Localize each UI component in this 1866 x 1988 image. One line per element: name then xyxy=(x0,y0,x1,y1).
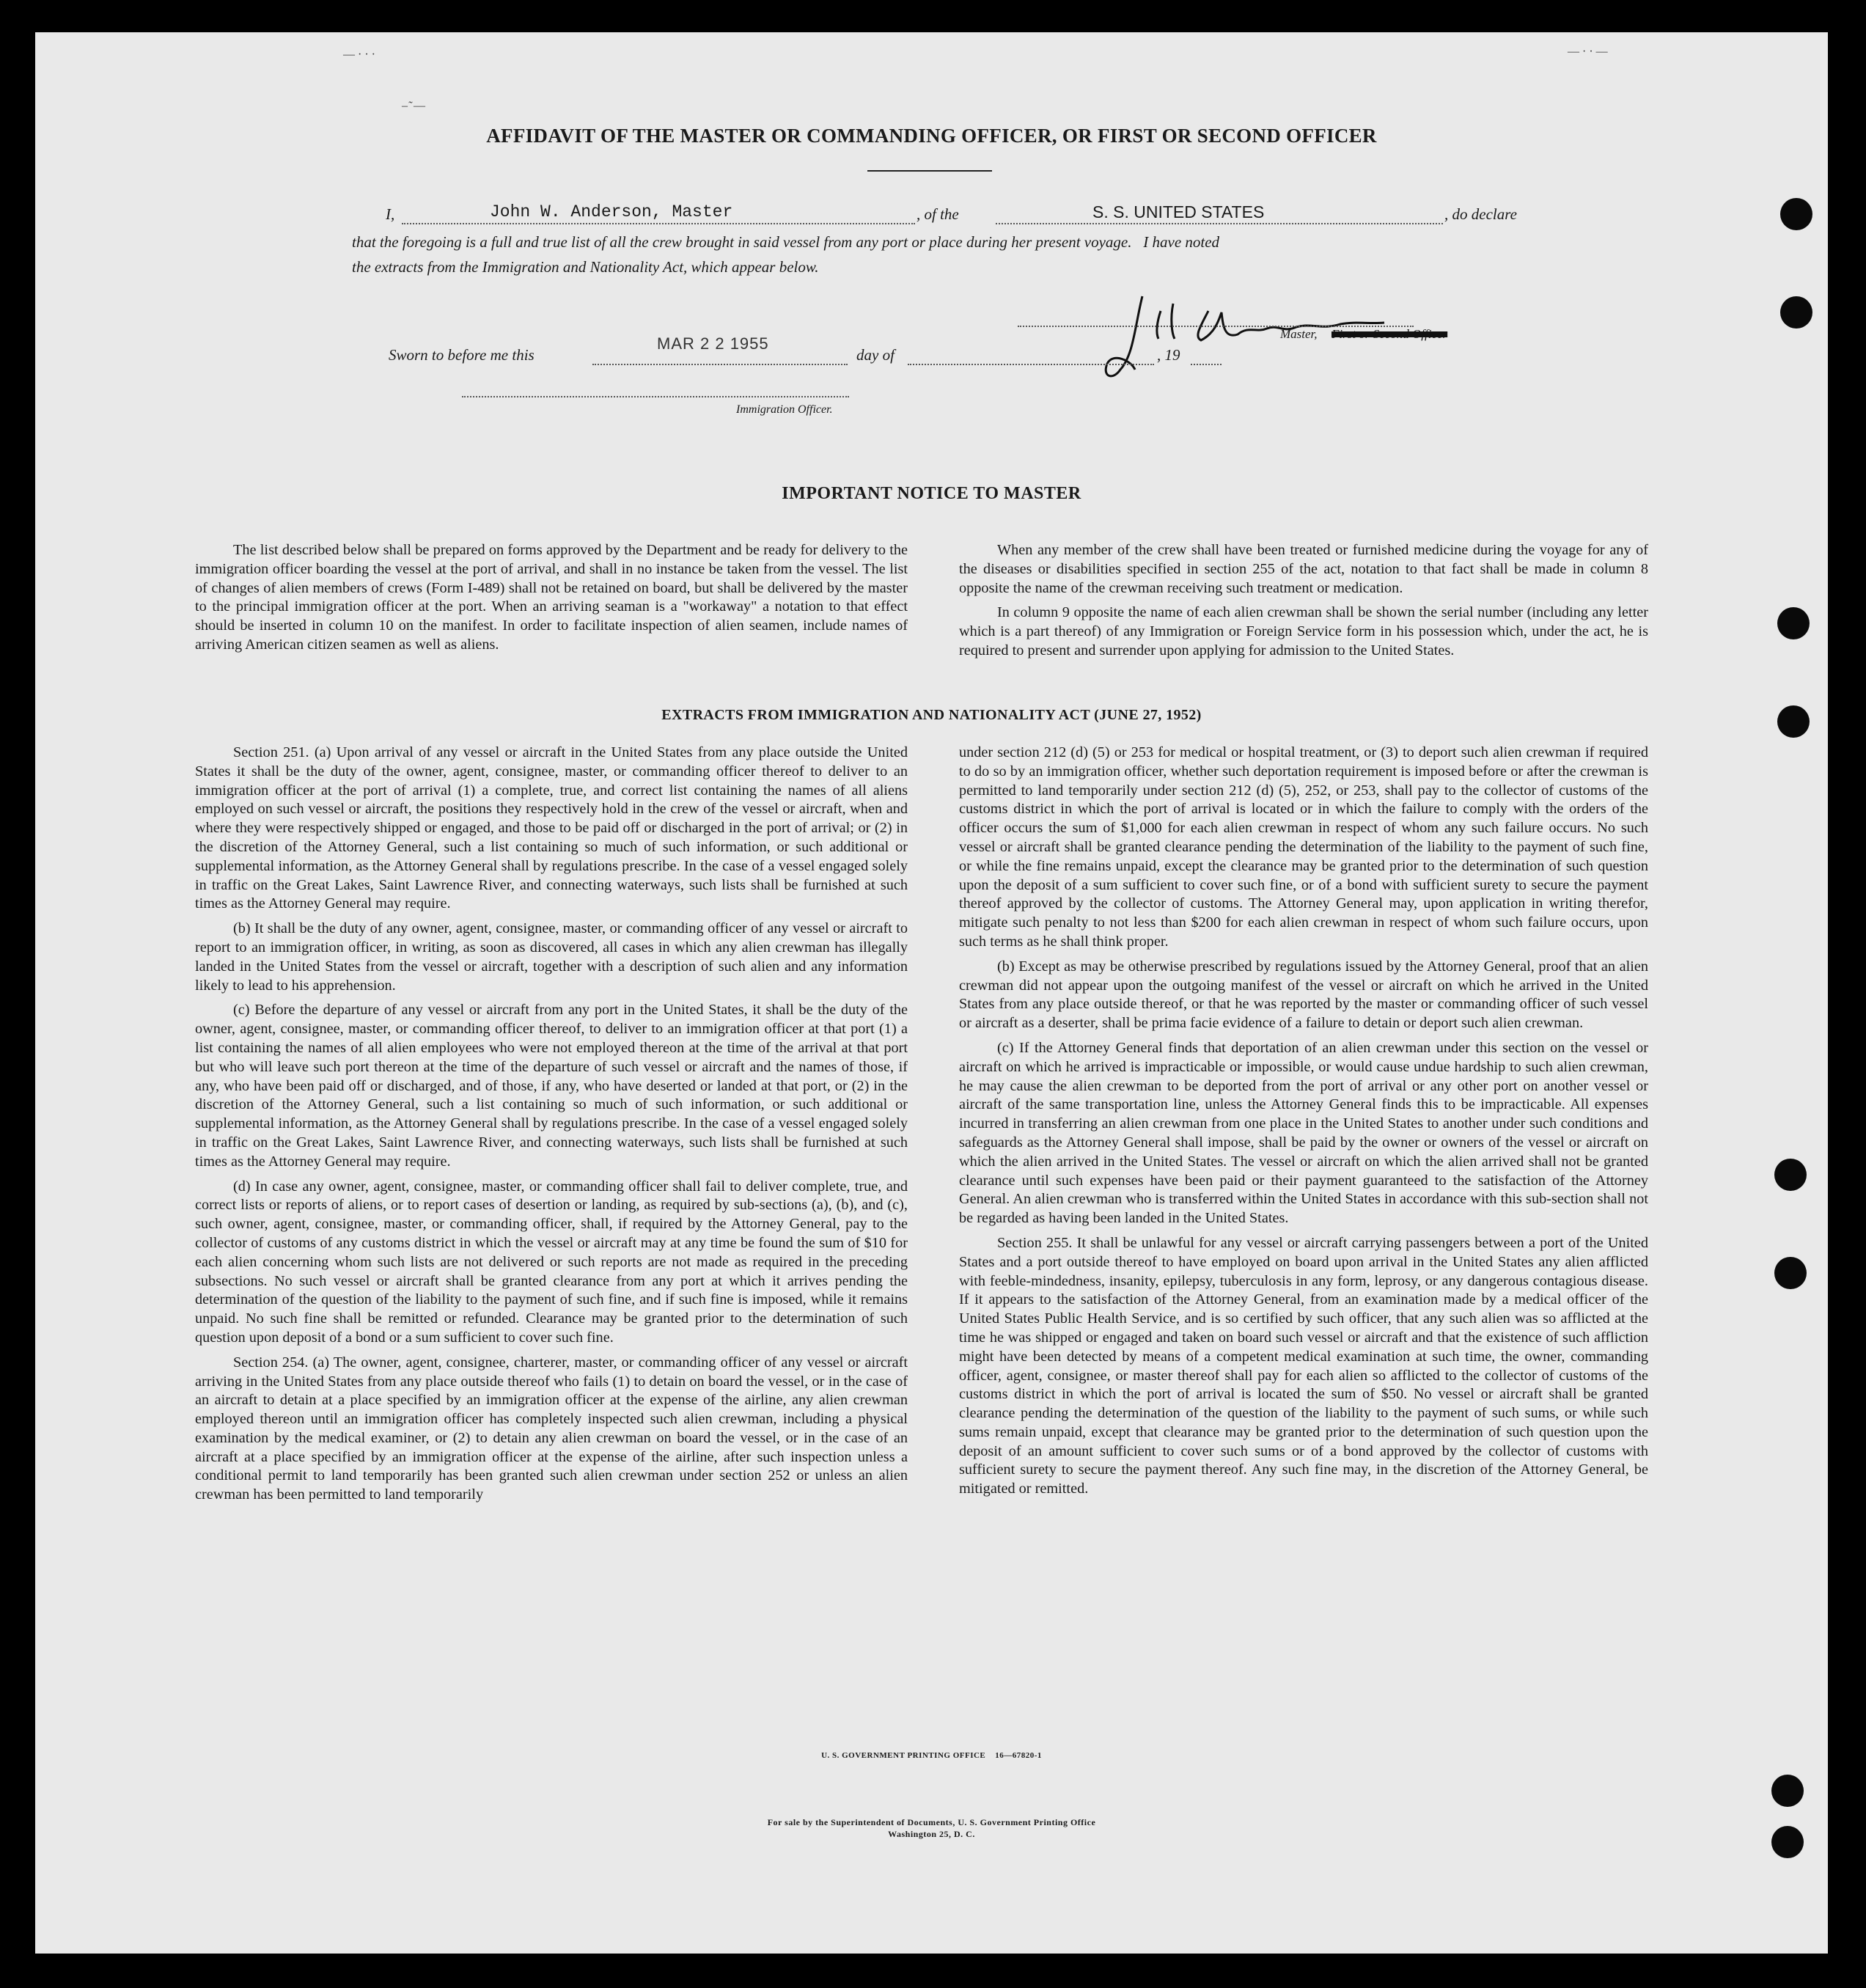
sale-notice-line-1: For sale by the Superintendent of Documents, U. S. Government Printing Office xyxy=(767,1817,1096,1827)
title-rule xyxy=(867,170,992,172)
notice-paragraph: The list described below shall be prepared on forms approved by the Department and be ready for delivery to the immigration officer boarding the vessel at the port of arrival, and shall in no instance be taken from the vessel. The list of changes of alien members of crews (Form I-489) shall not be retained on board, but shall be delivered by the master to the principal immigration officer at the port. When an arriving seaman is a "workaway" a notation to that effect should be inserted in column 10 on the manifest. In order to facilitate inspection of alien seamen, include names of arriving American citizen seamen as well as aliens. xyxy=(195,542,908,653)
month-line xyxy=(908,364,1154,365)
punch-hole xyxy=(1771,1775,1804,1807)
extract-paragraph: (c) If the Attorney General finds that deportation of an alien crewman under this section on the vessel or aircraft on which he arrived is impracticable or impossible, or would cause undue hardship to such alien crewman, he may cause the alien crewman to be deported from the port of arrival or any other port on another vessel or aircraft of the same transportation line, unless the Attorney General finds this to be impracticable. All expenses incurred in transferring an alien crewman from one place in the United States to another under such conditions and safeguards as the Attorney General shall impose, shall be paid by the owner or owners of the vessel or aircraft on which the alien arrived in the United States. The vessel or aircraft on which the alien arrived shall not be granted clearance until such expenses have been paid or their payment guaranteed to the satisfaction of the Attorney General. An alien crewman who is transferred within the United States in accordance with this sub-section shall not be regarded as having been landed in the United States. xyxy=(959,1039,1648,1227)
extract-paragraph: (d) In case any owner, agent, consignee, master, or commanding officer shall fail to deliver complete, true, and correct lists or reports of aliens, or to report cases of desertion or landing, as required by sub-sections (a), (b), and (c), such owner, agent, consignee, master, or commanding officer, shall, if required by the Attorney General, pay to the collector of customs of any customs district in which the vessel or aircraft may at any time be found the sum of $10 for each alien concerning whom such lists are not delivered or such reports are not made as required in the preceding subsections. No such vessel or aircraft shall be granted clearance from any port at which it arrives pending the determination of the question of the liability to the payment of such fine, and if such fine is imposed, while it remains unpaid. No such fine shall be remitted or refunded. Clearance may be granted prior to the determination of such question upon deposit of a bond or a sum sufficient to cover such fine. xyxy=(195,1178,908,1346)
extract-paragraph: Section 255. It shall be unlawful for any vessel or aircraft carrying passengers between a port of the United States and a port outside thereof to have employed on board upon arrival in the United States any alien afflicted with feeble-mindedness, insanity, epilepsy, tuberculosis in any form, leprosy, or any dangerous contagious disease. If it appears to the satisfaction of the Attorney General, from an examination made by a medical officer of the United States Public Health Service, and is so certified by such officer, that any such alien was so afflicted at the time he was shipped or engaged and taken on board such vessel or aircraft and that the existence of such affliction might have been detected by means of a competent medical examination at such time, the owner, commanding officer, agent, consignee, or master thereof shall pay for each alien so afflicted to the collector of customs of the customs district in which the port of arrival is located the sum of $50. No vessel or aircraft shall be granted clearance pending the determination of the question of the liability to the payment of such sums, or while such sums remain unpaid, except that clearance may be granted prior to the determination of such question upon the deposit of an amount sufficient to cover such sums or of a bond approved by the collector of customs with sufficient surety to secure the payment thereof. Any such fine may, in the discretion of the Attorney General, be mitigated or remitted. xyxy=(959,1234,1648,1497)
notice-heading: IMPORTANT NOTICE TO MASTER xyxy=(782,484,1081,503)
extracts-right-column xyxy=(959,744,1648,1505)
master-name: John W. Anderson, Master xyxy=(490,202,733,221)
extract-paragraph: (b) It shall be the duty of any owner, agent, consignee, master, or commanding officer of any vessel or aircraft to report to an immigration officer, in writing, as soon as discovered, all cases in which any alien crewman has illegally landed in the United States from the vessel or aircraft, together with a description of such alien and any information likely to lead to his apprehension. xyxy=(195,920,908,994)
punch-hole xyxy=(1774,1257,1807,1289)
extract-paragraph: (b) Except as may be otherwise prescribed by regulations issued by the Attorney General, proof that an alien crewman did not appear upon the outgoing manifest of the vessel or aircraft on which he arrived in the United States from any place outside thereof, or that he was reported by the master or commanding officer of such vessel or aircraft as a deserter, shall be prima facie evidence of a failure to detain or deport such alien crewman. xyxy=(959,958,1648,1032)
vessel-name: S. S. UNITED STATES xyxy=(1092,202,1265,221)
punch-hole xyxy=(1777,607,1810,639)
statement-line-1: that the foregoing is a full and true list of all the crew brought in said vessel from any port or place during her present voyage. I have noted xyxy=(352,233,1220,251)
date-stamp: MAR 2 2 1955 xyxy=(657,334,769,353)
officer-label: Immigration Officer. xyxy=(736,403,833,416)
do-declare-label: , do declare xyxy=(1444,205,1517,223)
notice-paragraph: When any member of the crew shall have been treated or furnished medicine during the voyage for any of the diseases or disabilities specified in section 255 of the act, notation to that fact shall be made in column 8 opposite the name of the crewman receiving such treatment or medication. xyxy=(959,542,1648,596)
gpo-imprint: U. S. GOVERNMENT PRINTING OFFICE 16—67820-1 xyxy=(821,1751,1042,1760)
sworn-label: Sworn to before me this xyxy=(389,346,535,364)
master-title: Master, xyxy=(1280,327,1318,341)
scan-mark: — · · — xyxy=(1568,45,1608,58)
struck-officer-title: First or Second Officer xyxy=(1331,327,1448,341)
year-label: , 19 xyxy=(1157,346,1180,364)
extracts-left-column xyxy=(195,744,908,1511)
punch-hole xyxy=(1774,1159,1807,1191)
officer-line xyxy=(462,396,849,397)
name-line xyxy=(402,223,915,224)
vessel-line xyxy=(996,223,1443,224)
scan-mark: ‒ ͂ — xyxy=(402,100,425,112)
i-label: I, xyxy=(386,205,395,223)
affidavit-title: AFFIDAVIT OF THE MASTER OR COMMANDING OFFICER, OR FIRST OR SECOND OFFICER xyxy=(486,125,1377,147)
day-of-label: day of xyxy=(856,346,895,364)
punch-hole xyxy=(1780,198,1812,230)
document-page xyxy=(35,32,1828,1954)
extract-paragraph: under section 212 (d) (5) or 253 for medical or hospital treatment, or (3) to deport such alien crewman if required to do so by an immigration officer, whether such deportation requirement is imposed before or after the crewman is permitted to land temporarily under section 212 (d) (5), 252, or 253, shall pay to the collector of customs of the customs district in which the port of arrival is located or in which the failure to comply with the orders of the officer occurs the sum of $1,000 for each alien crewman in respect of whom any such failure occurs. No such vessel or aircraft shall be granted clearance pending the determination of the liability to the payment of such fine, or while the fine remains unpaid, except the clearance may be granted prior to the determination of such question upon the deposit of a sum sufficient to cover such fine, or of a bond with sufficient surety to secure the payment thereof approved by the collector of customs. The Attorney General may, upon application in writing therefor, mitigate such penalty to not less than $200 for each alien crewman in respect of whom such failure occurs, upon such terms as he shall think proper. xyxy=(959,744,1648,950)
punch-hole xyxy=(1780,296,1812,329)
notice-left-column xyxy=(195,541,908,661)
of-the-label: , of the xyxy=(917,205,959,223)
extract-paragraph: Section 254. (a) The owner, agent, consignee, charterer, master, or commanding officer of any vessel or aircraft arriving in the United States from any place outside thereof who fails (1) to detain on board the vessel, or in the case of an aircraft to detain at a place specified by an immigration officer at the expense of the airline, any alien crewman employed thereon until an immigration officer has completely inspected such alien crewman, including a physical examination by the medical examiner, or (2) to detain any alien crewman on board the vessel, or in the case of an aircraft at a place specified by an immigration officer at the expense of the airline, after such inspection unless a conditional permit to land temporarily has been granted such alien crewman under section 252 or unless an alien crewman has been permitted to land temporarily xyxy=(195,1354,908,1503)
notice-right-column xyxy=(959,541,1648,667)
statement-line-2: the extracts from the Immigration and Nationality Act, which appear below. xyxy=(352,258,819,276)
scan-mark: — · · · xyxy=(343,48,375,61)
extract-paragraph: (c) Before the departure of any vessel or aircraft from any port in the United States, it shall be the duty of the owner, agent, consignee, master, or commanding officer thereof, to deliver to an immigration officer at that port (1) a list containing the names of all alien employees who were not employed thereon at the time of the arrival at that port but who will leave such port thereon at the time of the departure of such vessel or aircraft and the names of those, if any, who have been paid off or discharged, and of those, if any, who have deserted or landed at that port, or (2) in the discretion of the Attorney General, such a list containing so much of such information, or such additional or supplemental information, as the Attorney General shall by regulations prescribe. In the case of a vessel engaged solely in traffic on the Great Lakes, Saint Lawrence River, and connecting waterways, such lists shall be furnished at such times as the Attorney General may require. xyxy=(195,1002,908,1170)
extract-paragraph: Section 251. (a) Upon arrival of any vessel or aircraft in the United States from any place outside the United States it shall be the duty of the owner, agent, consignee, master, or commanding officer thereof to deliver to an immigration officer at the port of arrival (1) a complete, true, and correct list containing the names of all aliens employed on such vessel or aircraft, the positions they respectively hold in the crew of the vessel or aircraft, when and where they were respectively shipped or engaged, and those to be paid off or discharged in the port of arrival; or (2) in the discretion of the Attorney General, such a list containing so much of such information, or such additional or supplemental information, as the Attorney General shall by regulations prescribe. In the case of a vessel engaged solely in traffic on the Great Lakes, Saint Lawrence River, and connecting waterways, such lists shall be furnished at such times as the Attorney General may require. xyxy=(195,744,908,912)
sworn-date-line xyxy=(592,364,848,365)
notice-paragraph: In column 9 opposite the name of each alien crewman shall be shown the serial number (including any letter which is a part thereof) of any Immigration or Foreign Service form in his possession which, under the act, he is required to present and surrender upon applying for admission to the United States. xyxy=(959,604,1648,659)
sale-notice-line-2: Washington 25, D. C. xyxy=(888,1829,975,1839)
year-line xyxy=(1191,364,1222,365)
extracts-heading: EXTRACTS FROM IMMIGRATION AND NATIONALITY ACT (JUNE 27, 1952) xyxy=(661,707,1202,723)
